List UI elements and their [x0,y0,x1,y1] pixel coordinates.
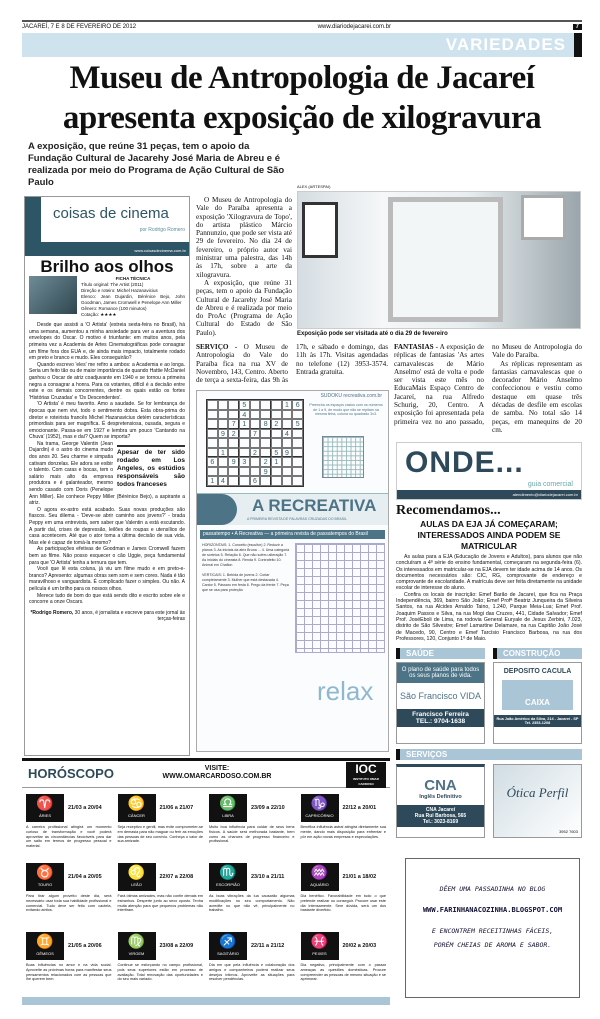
blog-box [405,858,580,998]
horoscope-sign [26,794,112,857]
sudoku-cell[interactable]: 1 [239,419,250,429]
zodiac-glyph: ♈ [36,795,54,811]
zodiac-glyph: ♊ [36,933,54,949]
sign-text: Seja receptivo e gentil, mas evite comprometer-se em demasia para não magoar ou ferir as emoções das pessoas de seu convívio. Conheça o valor de sua amizade. [117,825,203,844]
framed-print [388,197,503,322]
section-banner [22,33,582,57]
sudoku-cell[interactable] [228,438,239,448]
onde-ad[interactable] [396,442,582,500]
sign-text: A carreira profissional atingirá um momento curioso de transformação e você poderá aproveitar as circunstâncias favoráveis para dar um salto em termos de progresso pessoal e material. [26,825,112,849]
tech-sheet-item: Título original: The Artist (2011) [81,282,144,288]
sudoku-cell[interactable] [207,448,218,458]
sign-text: Continue se esforçando no campo profissional, pois seus superiores estão em processo de avaliação. Total renovação das oportunidades e do seu mais variado. [117,963,203,982]
sudoku-cell[interactable] [218,467,229,477]
sudoku-cell[interactable] [260,400,271,410]
section-saude: SAÚDE [396,648,485,659]
sudoku-cell[interactable] [228,448,239,458]
sign-dates: 23/09 a 22/10 [251,804,285,811]
sign-name: SAGITÁRIO [217,951,239,956]
sign-text: Para tirar algum proveito deste dia, será necessário usar toda sua habilidade profissional e comercial. Tudo deve ser feito com cautela, evitando atritos. [26,894,112,913]
sign-name: TOURO [37,882,53,887]
sudoku-cell[interactable] [260,438,271,448]
sign-name: LEÃO [131,882,142,887]
horoscope-visit [142,765,292,781]
sudoku-answer-grid [322,436,364,478]
framed-print [302,202,338,258]
construcao-ad[interactable] [493,662,582,744]
sudoku-cell[interactable] [207,419,218,429]
ad-address: Rua João Américo da Silva, 214 - Jacareí - SP [496,717,579,722]
sign-name: PEIXES [312,951,327,956]
onde-logo: ONDE... [405,446,524,479]
ad-tagline: Inglês Definitivo [419,794,462,801]
cinema-masthead [25,197,189,247]
institute-name: INSTITUTO OMAR CARDOSO [353,777,379,786]
sign-text: Muito boa influência para cuidar de seus bens físicos. A saúde será melhorada bastante, bem como as chances de progresso financeiro e profissional. [209,825,295,844]
horoscope-sign [209,932,295,995]
zodiac-glyph: ♍ [127,933,146,949]
sudoku-cell[interactable]: 7 [228,419,239,429]
sudoku-cell[interactable] [250,410,261,420]
sudoku-cell[interactable] [207,429,218,439]
sudoku-cell[interactable] [228,467,239,477]
paragraph: O Museu de Antropologia do Vale do Paraíba apresenta a exposição 'Xilogravura de Topo', do artista plástico Márcio Pannunzio, que pode ser vista até 29 de fevereiro. No dia 24 de fevereiro, o próprio autor vai ministrar uma palestra, das 14h às 17h, sobre a arte da xilogravura. [196,196,292,279]
tech-sheet-item: Gênero: Romance (100 minutos) [81,306,147,312]
horoscope-sign [118,863,204,926]
sudoku-cell[interactable] [239,467,250,477]
sign-dates: 23/10 a 21/11 [251,873,285,880]
right-column [396,442,582,838]
sudoku-cell[interactable] [228,400,239,410]
sudoku-cell[interactable] [260,410,271,420]
photo-caption: Exposição pode ser visitada até o dia 29 de fevereiro [297,331,448,337]
zodiac-icon [301,932,339,960]
otica-ad[interactable] [493,764,582,838]
fantasias-label: FANTASIAS - [394,343,439,351]
saude-ad[interactable] [396,662,485,744]
sign-text: As boas vibrações da lua causarão algumas modificações no seu comportamento. Não acredite no que não vê, principalmente no trabalho. [209,894,295,913]
sign-dates: 23/08 a 22/09 [159,942,194,949]
sign-dates: 22/11 a 21/12 [251,942,285,949]
paragraph: 'O Artista' é meu favorito. Amo a saudade. Se for lembrança de épocas que nem vivi, todo o sentimento dobra. Esta obra-prima do diretor e roteirista francês Michel Hazanavicius detém características primordiais para ser magnífica. É despretensiosa, ousada, segura e emocionante. Passa-se em 1927 e lembra um pouco 'Cantando na Chuva' (1952), mas e daí? Quem se importa? [29,401,185,441]
zodiac-glyph: ♎ [219,795,237,811]
sudoku-cell[interactable] [292,467,303,477]
sign-name: AQUÁRIO [310,882,329,887]
zodiac-icon [209,794,247,822]
ad-address: Rua Rui Barbosa, 565 [414,813,467,820]
sudoku-cell[interactable] [218,419,229,429]
headline-line-2: apresenta exposição de xilogravura [62,100,542,136]
ad-brand: DEPOSITO CACULA [503,668,572,676]
zodiac-icon [301,863,339,891]
sudoku-cell[interactable]: 3 [239,457,250,467]
sudoku-cell[interactable]: 2 [228,429,239,439]
horoscope-footer-bar [22,997,390,1005]
tech-sheet-item: Elenco: Jean Dujardin, Bérénice Bejo, John Goodman, James Cromwell e Penelope Ann Miller [81,294,185,306]
sudoku-cell[interactable] [271,400,282,410]
banner-bar [574,33,582,57]
sudoku-cell[interactable] [239,476,250,486]
paragraph: As participações efetivas de Goodman e James Cromwell fazem bem ao filme. Não posso esquecer o cão Uggie, peça fundamental para que 'O Artista' tenha a ternura que tem. [29,546,185,566]
paragraph: Você que lê esta coluna, já viu um filme mudo e em preto-e-branco? Apresento: algumas obras sem som e sem cores. Nada é tão maravilhoso e vanguardista. É complicado fazer o simples. Ou não. A película é um brilho para os nossos olhos. [29,566,185,592]
sudoku-cell[interactable]: 2 [250,448,261,458]
sudoku-cell[interactable] [292,457,303,467]
recreativa-subtitle: A PRIMEIRA REVISTA DE PALAVRAS CRUZADAS DO BRASIL [247,517,347,521]
sign-name: LIBRA [222,813,234,818]
onde-email: atendimento@diariodejacarei.com.br [397,490,581,499]
crossword-header: passatempo • A Recreativa — a primeira revista de passatempos do Brasil [200,530,385,539]
cinema-body [25,318,189,627]
edition-date: JACAREÍ, 7 E 8 DE FEVEREIRO DE 2012 [22,23,137,30]
sudoku-cell[interactable]: 4 [282,429,293,439]
ad-phone: TEL.: 9704-1638 [415,718,466,726]
zodiac-icon [209,932,247,960]
sudoku-grid[interactable] [206,399,304,487]
blog-line: DÊEM UMA PASSADINHA NO BLOG [439,885,546,893]
horoscope-sign [26,863,112,926]
crossword-grid[interactable] [295,543,385,653]
ad-phone: 3952 7603 [559,829,578,835]
zodiac-glyph: ♒ [310,864,329,880]
sudoku-cell[interactable] [282,419,293,429]
ad-name: Francisco Ferreira [412,711,469,719]
clues-vertical: VERTICAIS: 1. Bebida de jovens 2. Cortar completamente 3. Mulher que está destacada 4. Cantor 5. Pássaro em festa 6. Prego da frente 7. Peça que se usa para proteção [202,573,289,592]
sudoku-cell[interactable] [292,429,303,439]
sudoku-cell[interactable]: 6 [207,457,218,467]
horoscope-sign [118,794,204,857]
horoscope-sign [118,932,204,995]
sudoku-cell[interactable]: 2 [260,457,271,467]
sudoku-cell[interactable] [239,438,250,448]
article-intro [196,196,292,337]
cna-ad[interactable] [396,764,485,838]
sign-dates: 21/05 a 20/06 [68,942,102,949]
sudoku-cell[interactable] [292,476,303,486]
sudoku-cell[interactable] [292,448,303,458]
sudoku-cell[interactable] [250,438,261,448]
sign-grid [22,788,390,995]
ad-brand: Ótica Perfil [506,785,569,801]
sudoku-cell[interactable] [239,448,250,458]
caixa-logo: CAIXA [502,680,573,710]
sudoku-sub: recreativa.com.br [343,393,382,399]
sudoku-cell[interactable] [218,438,229,448]
sudoku-cell[interactable]: 9 [218,429,229,439]
sign-text: Benéfica influência astral atingirá diretamente sua mente, dando mais disposição para enfrentar e pôr em ação novas empresas e especulações. [300,825,386,839]
cinema-brand: coisas de cinema [53,205,169,222]
recreativa-title: A RECREATIVA [252,496,377,515]
article-deck: A exposição, que reúne 31 peças, tem o apoio da Fundação Cultural de Jacarehy José Maria de Abreu e é realizada por meio do Programa de Ação Cultural de São Paulo [28,141,285,188]
sudoku-cell[interactable] [218,457,229,467]
sudoku-cell[interactable] [282,438,293,448]
sudoku-cell[interactable] [282,476,293,486]
blog-line: PORÉM CHEIAS DE AROMA E SABOR. [433,941,552,949]
visit-url[interactable]: WWW.OMARCARDOSO.COM.BR [162,773,272,780]
sudoku-cell[interactable]: 2 [271,419,282,429]
sign-dates: 22/07 a 22/08 [159,873,194,880]
sign-text: Fará ótimas amizades, mas não confie demais em estranhos. Desperte junto ao sexo oposto. Tenha muita atenção para que pequenos problemas não interfiram. [117,894,203,913]
sudoku-cell[interactable] [271,438,282,448]
sudoku-cell[interactable]: 9 [260,467,271,477]
blog-url[interactable]: WWW.FARINHANACOZINHA.BLOGSPOT.COM [422,906,563,914]
sign-dates: 21/04 a 20/05 [68,873,102,880]
sudoku-cell[interactable] [250,457,261,467]
zodiac-glyph: ♌ [127,864,146,880]
sudoku-cell[interactable] [282,457,293,467]
article-fantasias [394,343,582,434]
recommend-headline: AULAS DA EJA JÁ COMEÇARAM; [420,519,558,529]
cinema-byline: por Rodrigo Romero [139,227,185,233]
puzzle-box [196,390,389,752]
paragraph: Desde que assisti a 'O Artista' (estreia sexta-feira no Brasil), há uma semana, aumentou a minha ansiedade para ver a aventura dos envelopes do Oscar. O motivo é triunfante: em muitos anos, pela primeira vez a Academia de Artes Cinematográficas pode consagrar um filme fora dos EUA e, de ainda mais impacto, totalmente rodado em preto e branco e mudo. Eles conseguirão? [29,322,185,362]
cinema-column [24,196,190,756]
author-signature [29,610,185,623]
article-service [196,343,388,384]
sudoku-cell[interactable] [271,410,282,420]
sudoku-cell[interactable] [250,419,261,429]
visit-label: VISITE: [204,765,230,772]
institute-logo: IOC INSTITUTO OMAR CARDOSO [346,762,386,788]
sudoku-cell[interactable] [228,410,239,420]
sudoku-cell[interactable] [250,467,261,477]
zodiac-glyph: ♉ [36,864,54,880]
zodiac-icon [118,794,156,822]
sudoku-cell[interactable] [282,467,293,477]
sudoku-cell[interactable]: 6 [292,400,303,410]
recommend-body [396,554,582,642]
sudoku-cell[interactable]: 4 [218,476,229,486]
clues-horizontal: HORIZONTAIS: 1. Conceito (escultor) 2. Reduzir a planos 3. As iniciais da atriz Bruna ... 4. Uma categoria de sorteios 5. Relação 6. Que não sofreu alteração 7. As iniciais do cineasta 8. Renda 9. Contrafeito 10. Animal em Chaflon [202,543,290,567]
paragraph: Confira os locais de inscrição: Emef Barão de Jacareí, que fica na Praça Independência, 369, bairro São João; Emef Profª Beatriz Junqueira da Silveira Santos, na rua Alcides Arnaldo Taino, 1.240, Parque Meia-Lua; Emef Prof. Joaquim Passos e Silva, na rua Mogi das Cruzes, 441, Cidade Salvador; Emef Prof. JoséEboli de Lima, na rodovia General Euryale de Jesus Zerbini, 7.023, distrito de São Silvestre; Emef Lamartine Delamare, na rua Capitão João José de Macedo, 90, Centro e Emef Tarcísio Francisco Barbosa, na rua dos Professores, 120, Conjunto 1º de Maio. [396,591,582,642]
zodiac-icon [209,863,247,891]
service-text: O Museu de Antropologia do Vale do Paraíba fica na rua XV de Novembro, 143, Centro. Aberto de terça a sexta-feira, das 9h às 17h, e sábado e domingo, das 11h às 17h. Visitas agendadas no telefone (12) 3953-3574. Entrada gratuita. [196,343,388,385]
sign-text: Dia negativo, principalmente com o passar ameaças as questões domésticas. Procure compreender as pessoas de mesmo situação e se aprimorar. [300,963,386,982]
sudoku-cell[interactable]: 5 [271,448,282,458]
sign-text: Dia benéfico. Favorabilidade em tudo o que pretende realizar ou conseguir. Procure usar este dia intensamente. Sem dúvida, será um dos bastante divertido. [300,894,386,913]
sudoku-cell[interactable]: 1 [218,448,229,458]
cinema-url[interactable]: www.coisasdecinema.com.br [25,247,189,256]
ad-phone: Tel. 2353-1208 [524,721,551,726]
sudoku-cell[interactable]: 5 [239,400,250,410]
headline [22,58,582,138]
section-servicos: SERVIÇOS [396,749,582,760]
sudoku-cell[interactable] [250,400,261,410]
sudoku-cell[interactable]: 5 [292,419,303,429]
ad-brand: São Francisco VIDA [399,691,482,702]
recommend-title: Recomendamos... [396,503,501,518]
sudoku-cell[interactable] [207,467,218,477]
zodiac-icon [118,932,156,960]
sign-dates: 20/02 a 20/03 [342,942,377,949]
horoscope-sign [301,863,387,926]
zodiac-icon [26,932,64,960]
sudoku-cell[interactable] [239,429,250,439]
horoscope-sign [26,932,112,995]
zodiac-glyph: ♓ [310,933,329,949]
sudoku-cell[interactable] [260,476,271,486]
paragraph: A exposição, que reúne 31 peças, tem o apoio da Fundação Cultural de Jacarehy José Maria de Abreu e é realizada por meio do ProAc (Programa de Ação Cultural do Estado de São Paulo). [196,278,292,337]
sign-dates: 21/01 a 18/02 [342,873,377,880]
photo-credit: ALEX (ARTESPAI) [297,184,331,189]
sudoku-cell[interactable]: 4 [239,410,250,420]
zodiac-icon [26,794,64,822]
sudoku-cell[interactable] [228,476,239,486]
zodiac-glyph: ♏ [219,864,237,880]
page-number: 7 [573,24,582,30]
zodiac-icon [118,863,156,891]
sudoku-cell[interactable] [271,467,282,477]
ad-brand: CNA [424,777,457,795]
sudoku-cell[interactable]: 9 [228,457,239,467]
sign-name: VIRGEM [128,951,145,956]
paragraph: Quando escrevo 'eles' me refiro a ambos: a Academia e ao longa. Seria um feito tão ou de maior importância de quando Hattie McDaniel ganhou o Oscar de atriz coadjuvante em 1940 e se tornou a primeira negra a consagrar a honra. Para os votantes, difícil é a decisão entre este e os demais concorrentes, dentre os quais estão os fortes 'Histórias Cruzadas' e 'Os Descendentes'. [29,361,185,401]
blog-line: E ENCONTREM RECEITINHAS FÁCEIS, [431,927,554,935]
paragraph: O agora ex-astro está acabado. Suas novas produções são fiascos. Seu dilema - 'Deve-se abrir caminho aos jovens?' - brada Peppy em uma entrevista, sem saber que Valentin a está escutando. A partir daí, crises de depressão, leilões de roupas e utensílios de casa acontecem. Até que o ator toma a última decisão de sua vida. Mas ele é capaz de tomá-la mesmo? [29,506,185,546]
page-header [22,20,582,31]
horoscope-sign [301,932,387,995]
sign-dates: 22/12 a 20/01 [342,804,377,811]
horoscope-section [22,758,390,1008]
zodiac-glyph: ♑ [310,795,329,811]
sign-dates: 21/06 a 21/07 [159,804,194,811]
sign-text: Dia em que pela influência e colaboração dos amigos e companheiros poderá realizar seus desejos íntimos. Aproveite as situações para resolver pendências. [209,963,295,982]
tech-sheet-title: FICHA TÉCNICA [115,276,151,282]
section-title: VARIEDADES [445,35,566,54]
recommend-headline: INTERESSADOS AINDA PODEM SE MATRICULAR [417,530,561,551]
sign-name: ESCORPIÃO [216,882,240,887]
sudoku-cell[interactable] [271,476,282,486]
film-strip-icon [25,197,41,242]
sudoku-cell[interactable]: 1 [271,457,282,467]
sudoku-cell[interactable] [260,448,271,458]
zodiac-glyph: ♐ [219,933,237,949]
exhibition-photo [297,191,581,329]
service-label: SERVIÇO - [196,343,238,351]
tech-sheet-item: Cotação: ★★★★ [81,312,117,318]
crossword-clues [202,543,290,593]
author-bio: 30 anos, é jornalista e escreve para este jornal às terças-feiras [74,609,185,623]
horoscope-sign [209,794,295,857]
sudoku-cell[interactable] [207,438,218,448]
sudoku-instructions: Preencha os espaços vazios com os números de 1 a 9, de modo que não se repitam na mesma linha, coluna ou quadrado 3x3. [309,403,383,417]
tech-sheet-item: Direção e roteiro: Michel Hazanavicius [81,288,158,294]
sign-dates: 21/03 a 20/04 [68,804,102,811]
sign-text: Boas influências no amor e na vida social. Aproveite as próximas horas para manifestar seus pensamentos relacionados com as pessoas que lhe querem bem. [26,963,112,982]
zodiac-glyph: ♋ [127,795,146,811]
paragraph: Na trama, George Valentin (Jean Dujardin) é o astro do cinema mudo dos anos 20. Seu charme e simpatia cativam donzelas. Ele adora se exibir o talento. Com caras e bocas, tem o salário mais alto da empresa produtora e é galanteador, mesmo sendo casado com Doris (Penelope Ann Miller). Ele conhece Peppy Miller (Bérénice Bejo), a aspirante a atriz. [29,440,185,507]
sudoku-cell[interactable]: 6 [250,476,261,486]
sudoku-cell[interactable]: 8 [260,419,271,429]
horoscope-title: HORÓSCOPO [28,766,114,781]
sudoku-cell[interactable] [271,429,282,439]
horoscope-sign [209,863,295,926]
fantasias-text: A exposição de réplicas de fantasias 'As artes carnavalescas de Mário Anselmo' está de volta e pode ser vista este mês no EducaMais Espaço Centro de Jacareí, na rua Alfredo Schurig, 20, Centro. A exposição foi apresentada pela primeira vez no ano passado, no Museu de Antropologia do Vale do Paraíba. [394,343,582,426]
recreativa-banner [197,493,388,525]
framed-print [521,195,566,240]
horoscope-sign [301,794,387,857]
section-construcao: CONSTRUÇÃO [493,648,582,659]
cinema-title: Brilho aos olhos [40,256,174,276]
sudoku-cell[interactable]: 7 [250,429,261,439]
sudoku-cell[interactable] [218,410,229,420]
author-name: *Rodrigo Romero, [30,609,74,616]
sudoku-cell[interactable] [282,410,293,420]
sign-name: CÂNCER [128,813,145,818]
relax-logo: relax [317,676,374,706]
sudoku-cell[interactable] [207,400,218,410]
ad-phone: Tel.: 3023-8169 [422,819,459,826]
sudoku-cell[interactable] [260,429,271,439]
sudoku-cell[interactable] [218,400,229,410]
sign-name: ÁRIES [38,813,51,818]
sudoku-cell[interactable] [292,410,303,420]
zodiac-icon [301,794,339,822]
zodiac-icon [26,863,64,891]
headline-line-1: Museu de Antropologia de Jacareí [69,60,535,96]
sign-name: CAPRICÓRNIO [305,813,334,818]
sudoku-cell[interactable]: 1 [282,400,293,410]
recreativa-logo-shape [197,494,237,525]
sign-name: GÊMEOS [36,951,54,956]
sudoku-cell[interactable]: 9 [282,448,293,458]
sudoku-cell[interactable]: 1 [207,476,218,486]
film-still-image [29,276,77,314]
ad-name: CNA Jacareí [425,807,456,814]
paragraph: Merece tudo de bom do que está sendo dito e escrito sobre ele e concorre a onze Oscars. [29,592,185,606]
sudoku-cell[interactable] [207,410,218,420]
paragraph: As aulas para a EJA (Educação de Jovens e Adultos), para alunos que não concluíram a 4ª série do ensino fundamental, começaram na segunda-feira (6). Os interessados em matricular-se na EJA devem ter idade acima de 14 anos. Os documentos necessários são: CIC, RG, comprovante de endereço e comprovante de escolaridade. A matrícula deve ser feita diretamente na unidade escolar de interesse do aluno. [396,554,582,592]
site-url[interactable]: www.diariodejacarei.com.br [317,23,392,30]
paragraph: As réplicas representam as fantasias carnavalescas que o decorador Mário Anselmo confeccionou e vestiu como destaque em quase três décadas de desfile em escolas de samba. No total são 14 peças, em manequins de 20 cm. [492,359,582,434]
sudoku-cell[interactable] [292,438,303,448]
pull-quote: Apesar de ter sido rodado em Los Angeles, os estúdios responsáveis são todos franceses [117,445,185,489]
ad-slogan: O plano de saúde para todos os seus planos de vida. [397,663,484,683]
onde-subtitle: guia comercial [527,481,573,488]
sudoku-label: SUDOKU [320,393,342,399]
